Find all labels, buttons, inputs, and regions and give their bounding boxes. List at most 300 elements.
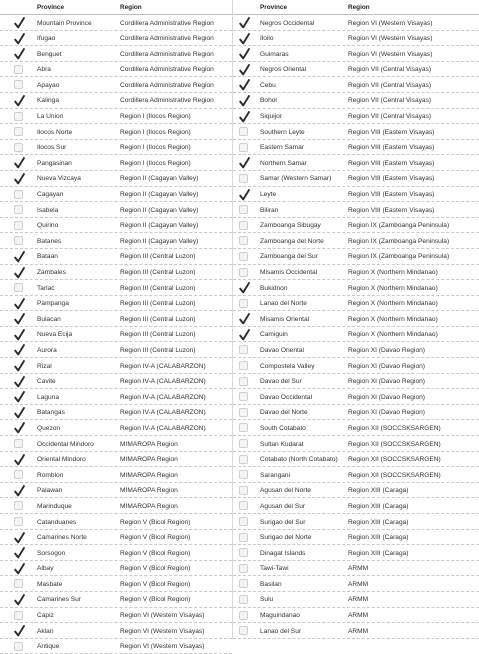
- empty-checkbox-icon[interactable]: [14, 205, 23, 214]
- region-cell: Region VIII (Eastern Visayas): [348, 128, 435, 136]
- region-cell: Region XII (SOCCSKSARGEN): [348, 440, 441, 448]
- checkmark-icon[interactable]: [239, 80, 248, 89]
- region-cell: Region XII (SOCCSKSARGEN): [348, 456, 441, 464]
- table-row[interactable]: [233, 311, 479, 327]
- empty-checkbox-icon[interactable]: [239, 486, 248, 495]
- table-row[interactable]: [0, 31, 232, 47]
- province-cell: Nueva Vizcaya: [37, 175, 81, 183]
- table-row[interactable]: [0, 389, 232, 405]
- region-cell: Region XI (Davao Region): [348, 393, 425, 401]
- empty-checkbox-icon[interactable]: [239, 268, 248, 277]
- table-row[interactable]: [0, 514, 232, 530]
- region-cell: Region VII (Central Visayas): [348, 113, 432, 121]
- checkmark-icon[interactable]: [14, 345, 23, 354]
- table-row[interactable]: [0, 218, 232, 234]
- table-row[interactable]: [0, 639, 232, 654]
- checkmark-icon[interactable]: [239, 65, 248, 74]
- table-row[interactable]: [0, 452, 232, 468]
- checkmark-icon[interactable]: [14, 49, 23, 58]
- province-cell: Northern Samar: [260, 159, 307, 167]
- empty-checkbox-icon[interactable]: [14, 439, 23, 448]
- region-cell: Region XIII (Caraga): [348, 549, 409, 557]
- table-row[interactable]: [233, 280, 479, 296]
- region-cell: Region IV-A (CALABARZON): [120, 409, 206, 417]
- table-row[interactable]: [233, 265, 479, 281]
- table-row[interactable]: [233, 467, 479, 483]
- province-cell: Iloilo: [260, 35, 274, 43]
- province-cell: Lanao del Sur: [260, 627, 302, 635]
- checkmark-icon[interactable]: [239, 49, 248, 58]
- province-cell: Apayao: [37, 81, 60, 89]
- empty-checkbox-icon[interactable]: [239, 595, 248, 604]
- province-column-header: Province: [37, 4, 64, 11]
- empty-checkbox-icon[interactable]: [239, 533, 248, 542]
- region-cell: Region VII (Central Visayas): [348, 81, 432, 89]
- table-row[interactable]: [233, 124, 479, 140]
- region-cell: Region IV-A (CALABARZON): [120, 393, 206, 401]
- province-cell: Misamis Oriental: [260, 315, 310, 323]
- region-cell: Region II (Cagayan Valley): [120, 237, 199, 245]
- table-row[interactable]: [0, 93, 232, 109]
- region-cell: Region XIII (Caraga): [348, 518, 409, 526]
- province-cell: South Cotabato: [260, 424, 306, 432]
- province-cell: Zamboanga del Norte: [260, 237, 324, 245]
- region-cell: Region VIII (Eastern Visayas): [348, 175, 435, 183]
- table-row[interactable]: [233, 233, 479, 249]
- province-cell: Camarines Norte: [37, 534, 87, 542]
- province-cell: Compostela Valley: [260, 362, 315, 370]
- table-header: [0, 0, 232, 15]
- region-cell: Region IV-A (CALABARZON): [120, 424, 206, 432]
- table-row[interactable]: [233, 62, 479, 78]
- empty-checkbox-icon[interactable]: [14, 283, 23, 292]
- empty-checkbox-icon[interactable]: [239, 299, 248, 308]
- province-cell: Pampanga: [37, 300, 69, 308]
- table-row[interactable]: [233, 342, 479, 358]
- province-cell: Catanduanes: [37, 518, 77, 526]
- table-row[interactable]: [0, 46, 232, 62]
- province-cell: Agusan del Norte: [260, 487, 311, 495]
- province-cell: Marinduque: [37, 502, 72, 510]
- table-row[interactable]: [233, 530, 479, 546]
- checkmark-icon[interactable]: [239, 314, 248, 323]
- checkmark-icon[interactable]: [14, 299, 23, 308]
- province-table-right: [232, 0, 479, 639]
- empty-checkbox-icon[interactable]: [239, 392, 248, 401]
- table-row[interactable]: [233, 15, 479, 31]
- empty-checkbox-icon[interactable]: [14, 642, 23, 651]
- empty-checkbox-icon[interactable]: [14, 236, 23, 245]
- checkmark-icon[interactable]: [14, 330, 23, 339]
- table-row[interactable]: [233, 561, 479, 577]
- empty-checkbox-icon[interactable]: [239, 236, 248, 245]
- table-row[interactable]: [0, 623, 232, 639]
- region-cell: Region X (Northern Mindanao): [348, 315, 438, 323]
- province-cell: Masbate: [37, 580, 63, 588]
- checkmark-icon[interactable]: [14, 96, 23, 105]
- province-cell: Davao Oriental: [260, 346, 304, 354]
- empty-checkbox-icon[interactable]: [14, 501, 23, 510]
- empty-checkbox-icon[interactable]: [239, 361, 248, 370]
- checkmark-icon[interactable]: [239, 330, 248, 339]
- province-cell: Camiguin: [260, 331, 288, 339]
- region-cell: Region V (Bicol Region): [120, 549, 191, 557]
- region-cell: Cordillera Administrative Region: [120, 81, 214, 89]
- table-row[interactable]: [0, 530, 232, 546]
- table-row[interactable]: [0, 483, 232, 499]
- region-cell: Region XIII (Caraga): [348, 534, 409, 542]
- table-row[interactable]: [233, 389, 479, 405]
- empty-checkbox-icon[interactable]: [14, 517, 23, 526]
- province-cell: Isabela: [37, 206, 59, 214]
- table-row[interactable]: [0, 109, 232, 125]
- table-row[interactable]: [233, 296, 479, 312]
- table-row[interactable]: [233, 93, 479, 109]
- region-cell: Region X (Northern Mindanao): [348, 331, 438, 339]
- region-cell: Region V (Bicol Region): [120, 580, 191, 588]
- checkmark-icon[interactable]: [14, 174, 23, 183]
- table-row[interactable]: [0, 155, 232, 171]
- region-cell: Region V (Bicol Region): [120, 596, 191, 604]
- table-row[interactable]: [0, 233, 232, 249]
- empty-checkbox-icon[interactable]: [14, 611, 23, 620]
- table-row[interactable]: [233, 576, 479, 592]
- empty-checkbox-icon[interactable]: [14, 143, 23, 152]
- table-row[interactable]: [233, 374, 479, 390]
- region-cell: ARMM: [348, 627, 369, 635]
- table-row[interactable]: [233, 545, 479, 561]
- province-cell: Romblon: [37, 471, 64, 479]
- province-cell: Abra: [37, 66, 51, 74]
- region-cell: Region III (Central Luzon): [120, 300, 196, 308]
- province-cell: Davao Occidental: [260, 393, 313, 401]
- empty-checkbox-icon[interactable]: [239, 377, 248, 386]
- province-cell: Mountain Province: [37, 19, 92, 27]
- checkmark-icon[interactable]: [14, 34, 23, 43]
- table-row[interactable]: [233, 218, 479, 234]
- region-cell: Region IV-A (CALABARZON): [120, 362, 206, 370]
- empty-checkbox-icon[interactable]: [239, 564, 248, 573]
- region-cell: Region III (Central Luzon): [120, 331, 196, 339]
- checkmark-icon[interactable]: [14, 158, 23, 167]
- checkmark-icon[interactable]: [239, 96, 248, 105]
- province-cell: Aurora: [37, 346, 57, 354]
- province-cell: Negros Oriental: [260, 66, 307, 74]
- province-cell: Sarangani: [260, 471, 291, 479]
- table-row[interactable]: [233, 327, 479, 343]
- region-cell: Region III (Central Luzon): [120, 284, 196, 292]
- table-row[interactable]: [0, 171, 232, 187]
- province-cell: Dinagat Islands: [260, 549, 306, 557]
- region-cell: Region II (Cagayan Valley): [120, 175, 199, 183]
- province-cell: Cavite: [37, 378, 56, 386]
- table-row[interactable]: [0, 187, 232, 203]
- empty-checkbox-icon[interactable]: [239, 174, 248, 183]
- region-cell: Region V (Bicol Region): [120, 518, 191, 526]
- region-cell: Region XII (SOCCSKSARGEN): [348, 471, 441, 479]
- region-column-header: Region: [120, 4, 142, 11]
- province-cell: Quirino: [37, 222, 59, 230]
- table-row[interactable]: [0, 608, 232, 624]
- region-cell: Region XIII (Caraga): [348, 502, 409, 510]
- region-cell: Cordillera Administrative Region: [120, 19, 214, 27]
- checkmark-icon[interactable]: [14, 533, 23, 542]
- empty-checkbox-icon[interactable]: [14, 65, 23, 74]
- region-cell: Region III (Central Luzon): [120, 269, 196, 276]
- empty-checkbox-icon[interactable]: [14, 190, 23, 199]
- province-cell: Antique: [37, 643, 60, 651]
- province-column-header: Province: [260, 4, 287, 11]
- region-cell: Region VIII (Eastern Visayas): [348, 191, 435, 199]
- checkmark-icon[interactable]: [14, 377, 23, 386]
- empty-checkbox-icon[interactable]: [239, 579, 248, 588]
- table-row[interactable]: [0, 311, 232, 327]
- table-row[interactable]: [233, 608, 479, 624]
- empty-checkbox-icon[interactable]: [239, 439, 248, 448]
- region-cell: Cordillera Administrative Region: [120, 66, 214, 74]
- region-cell: Region IX (Zamboanga Peninsula): [348, 253, 450, 261]
- table-body-left: [0, 15, 232, 654]
- region-cell: Region X (Northern Mindanao): [348, 284, 438, 292]
- checkmark-icon[interactable]: [14, 361, 23, 370]
- region-cell: MIMAROPA Region: [120, 456, 178, 464]
- empty-checkbox-icon[interactable]: [239, 517, 248, 526]
- empty-checkbox-icon[interactable]: [14, 579, 23, 588]
- checkmark-icon[interactable]: [239, 18, 248, 27]
- checkmark-icon[interactable]: [14, 423, 23, 432]
- table-row[interactable]: [233, 31, 479, 47]
- province-cell: Pangasinan: [37, 159, 72, 167]
- region-cell: Cordillera Administrative Region: [120, 50, 214, 58]
- checkmark-icon[interactable]: [14, 564, 23, 573]
- checkmark-icon[interactable]: [14, 626, 23, 635]
- region-cell: MIMAROPA Region: [120, 502, 178, 510]
- empty-checkbox-icon[interactable]: [14, 80, 23, 89]
- table-row[interactable]: [233, 249, 479, 265]
- region-cell: Region I (Ilocos Region): [120, 113, 191, 121]
- region-cell: Region IX (Zamboanga Peninsula): [348, 237, 450, 245]
- region-cell: MIMAROPA Region: [120, 440, 178, 448]
- region-cell: Region II (Cagayan Valley): [120, 191, 199, 199]
- table-row[interactable]: [233, 202, 479, 218]
- table-row[interactable]: [233, 358, 479, 374]
- table-row[interactable]: [233, 436, 479, 452]
- checkmark-icon[interactable]: [14, 18, 23, 27]
- region-column-header: Region: [348, 4, 370, 11]
- checkmark-icon[interactable]: [14, 314, 23, 323]
- region-cell: Region XII (SOCCSKSARGEN): [348, 424, 441, 432]
- table-row[interactable]: [233, 592, 479, 608]
- table-header: [233, 0, 479, 15]
- region-cell: Region XI (Davao Region): [348, 362, 425, 370]
- table-row[interactable]: [0, 327, 232, 343]
- region-cell: Region X (Northern Mindanao): [348, 300, 438, 308]
- province-cell: Occidental Mindoro: [37, 440, 94, 448]
- region-cell: Region VI (Western Visayas): [348, 35, 433, 43]
- province-cell: Sulu: [260, 596, 274, 604]
- table-row[interactable]: [0, 249, 232, 265]
- checkmark-icon[interactable]: [14, 392, 23, 401]
- empty-checkbox-icon[interactable]: [239, 127, 248, 136]
- empty-checkbox-icon[interactable]: [239, 626, 248, 635]
- checkmark-icon[interactable]: [14, 268, 23, 277]
- table-row[interactable]: [233, 483, 479, 499]
- table-row[interactable]: [233, 452, 479, 468]
- empty-checkbox-icon[interactable]: [14, 221, 23, 230]
- empty-checkbox-icon[interactable]: [239, 143, 248, 152]
- checkmark-icon[interactable]: [239, 112, 248, 121]
- checkmark-icon[interactable]: [239, 190, 248, 199]
- province-cell: Surigao del Norte: [260, 534, 312, 542]
- region-cell: Region IX (Zamboanga Peninsula): [348, 222, 450, 230]
- region-cell: ARMM: [348, 612, 369, 620]
- province-cell: Misamis Occidental: [260, 269, 318, 276]
- province-cell: Rizal: [37, 362, 52, 370]
- checkmark-icon[interactable]: [14, 408, 23, 417]
- table-row[interactable]: [233, 498, 479, 514]
- table-row[interactable]: [0, 576, 232, 592]
- table-row[interactable]: [233, 109, 479, 125]
- checkmark-icon[interactable]: [239, 34, 248, 43]
- province-cell: Cebu: [260, 81, 276, 89]
- empty-checkbox-icon[interactable]: [239, 221, 248, 230]
- province-cell: Lanao del Norte: [260, 300, 307, 308]
- province-cell: Sorsogon: [37, 549, 66, 557]
- region-cell: Region XIII (Caraga): [348, 487, 409, 495]
- table-row[interactable]: [0, 545, 232, 561]
- empty-checkbox-icon[interactable]: [239, 408, 248, 417]
- province-cell: Surigao del Sur: [260, 518, 306, 526]
- table-body-right: [233, 15, 479, 639]
- province-cell: Davao del Sur: [260, 378, 302, 386]
- province-cell: Zamboanga del Sur: [260, 253, 318, 261]
- table-row[interactable]: [0, 62, 232, 78]
- table-row[interactable]: [0, 265, 232, 281]
- table-row[interactable]: [0, 202, 232, 218]
- region-cell: MIMAROPA Region: [120, 471, 178, 479]
- province-cell: Capiz: [37, 612, 54, 620]
- province-cell: Palawan: [37, 487, 63, 495]
- table-row[interactable]: [0, 592, 232, 608]
- region-cell: Region VIII (Eastern Visayas): [348, 206, 435, 214]
- region-cell: MIMAROPA Region: [120, 487, 178, 495]
- empty-checkbox-icon[interactable]: [14, 127, 23, 136]
- province-cell: Agusan del Sur: [260, 502, 306, 510]
- table-row[interactable]: [0, 467, 232, 483]
- table-row[interactable]: [0, 77, 232, 93]
- checkmark-icon[interactable]: [14, 455, 23, 464]
- region-cell: Region V (Bicol Region): [120, 534, 191, 542]
- empty-checkbox-icon[interactable]: [14, 112, 23, 121]
- province-cell: Biliran: [260, 206, 279, 214]
- table-row[interactable]: [233, 405, 479, 421]
- province-cell: Southern Leyte: [260, 128, 305, 136]
- province-cell: Ilocos Sur: [37, 144, 67, 152]
- region-cell: Region VII (Central Visayas): [348, 97, 432, 105]
- empty-checkbox-icon[interactable]: [239, 501, 248, 510]
- table-row[interactable]: [233, 623, 479, 639]
- region-cell: ARMM: [348, 580, 369, 588]
- region-cell: Region XI (Davao Region): [348, 378, 425, 386]
- province-cell: Eastern Samar: [260, 144, 304, 152]
- table-row[interactable]: [233, 77, 479, 93]
- province-cell: Maguindanao: [260, 612, 300, 620]
- region-cell: Region VI (Western Visayas): [348, 50, 433, 58]
- table-row[interactable]: [0, 561, 232, 577]
- table-row[interactable]: [0, 124, 232, 140]
- table-row[interactable]: [0, 420, 232, 436]
- table-row[interactable]: [0, 405, 232, 421]
- province-cell: Cotabato (North Cotabato): [260, 456, 338, 464]
- checkmark-icon[interactable]: [239, 158, 248, 167]
- table-row[interactable]: [0, 296, 232, 312]
- province-cell: Samar (Western Samar): [260, 175, 332, 183]
- empty-checkbox-icon[interactable]: [239, 205, 248, 214]
- province-cell: Ifugao: [37, 35, 56, 43]
- table-row[interactable]: [233, 187, 479, 203]
- region-cell: Region III (Central Luzon): [120, 315, 196, 323]
- province-cell: Bohol: [260, 97, 277, 105]
- empty-checkbox-icon[interactable]: [239, 548, 248, 557]
- region-cell: Region I (Ilocos Region): [120, 128, 191, 136]
- table-row[interactable]: [233, 420, 479, 436]
- checkmark-icon[interactable]: [14, 548, 23, 557]
- region-cell: Region II (Cagayan Valley): [120, 206, 199, 214]
- province-cell: Kalinga: [37, 97, 59, 105]
- province-cell: Laguna: [37, 393, 60, 401]
- region-cell: Region VI (Western Visayas): [120, 612, 205, 620]
- table-row[interactable]: [233, 140, 479, 156]
- province-table-left: [0, 0, 232, 654]
- province-cell: Camarines Sur: [37, 596, 81, 604]
- province-cell: Basilan: [260, 580, 282, 588]
- region-cell: Region VI (Western Visayas): [120, 627, 205, 635]
- table-row[interactable]: [0, 436, 232, 452]
- province-cell: Tawi-Tawi: [260, 565, 289, 573]
- empty-checkbox-icon[interactable]: [239, 470, 248, 479]
- province-cell: La Union: [37, 113, 64, 121]
- table-row[interactable]: [233, 155, 479, 171]
- table-row[interactable]: [0, 15, 232, 31]
- table-row[interactable]: [0, 140, 232, 156]
- empty-checkbox-icon[interactable]: [239, 345, 248, 354]
- table-row[interactable]: [233, 171, 479, 187]
- region-cell: Region XI (Davao Region): [348, 409, 425, 417]
- checkmark-icon[interactable]: [14, 595, 23, 604]
- province-cell: Batangas: [37, 409, 65, 417]
- province-cell: Tarlac: [37, 284, 55, 292]
- checkmark-icon[interactable]: [14, 486, 23, 495]
- table-row[interactable]: [0, 280, 232, 296]
- empty-checkbox-icon[interactable]: [239, 455, 248, 464]
- empty-checkbox-icon[interactable]: [239, 423, 248, 432]
- table-row[interactable]: [0, 498, 232, 514]
- checkmark-icon[interactable]: [239, 283, 248, 292]
- region-cell: Region III (Central Luzon): [120, 346, 196, 354]
- table-row[interactable]: [233, 514, 479, 530]
- empty-checkbox-icon[interactable]: [239, 611, 248, 620]
- province-cell: Bataan: [37, 253, 58, 261]
- region-cell: Region V (Bicol Region): [120, 565, 191, 573]
- table-row[interactable]: [233, 46, 479, 62]
- empty-checkbox-icon[interactable]: [14, 470, 23, 479]
- region-cell: Region VII (Central Visayas): [348, 66, 432, 74]
- table-row[interactable]: [0, 358, 232, 374]
- table-row[interactable]: [0, 374, 232, 390]
- empty-checkbox-icon[interactable]: [239, 252, 248, 261]
- checkmark-icon[interactable]: [14, 252, 23, 261]
- table-row[interactable]: [0, 342, 232, 358]
